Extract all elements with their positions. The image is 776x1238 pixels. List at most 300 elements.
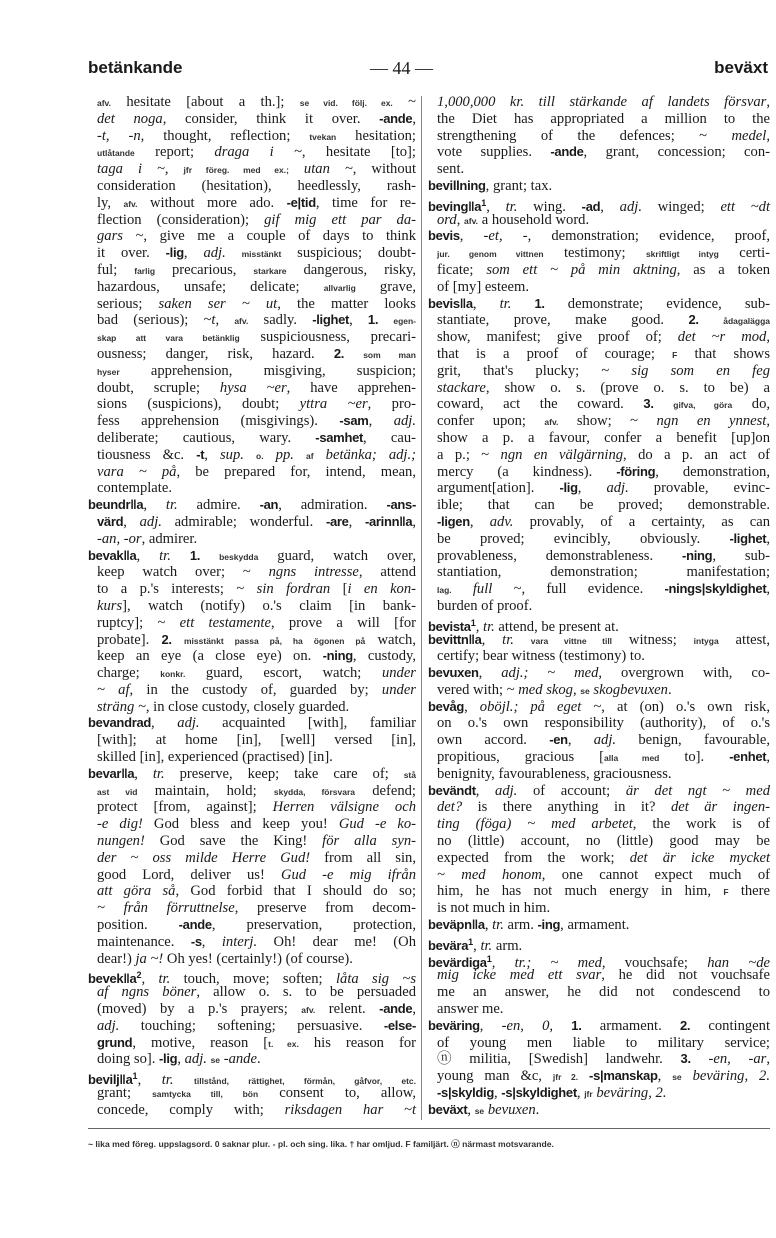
entry-line <box>88 161 416 178</box>
italic-text: oböjl.; på eget ~ <box>479 698 602 715</box>
text: provable, evinc- <box>628 480 771 497</box>
text: on o.'s own responsibility (authority), of o.'s <box>437 715 770 732</box>
text: skilled [in], experienced (practised) [in]. <box>97 749 333 766</box>
small-label: F <box>672 349 678 360</box>
entry-line <box>88 682 416 699</box>
text: , <box>657 1068 673 1085</box>
text: that shows <box>677 345 770 362</box>
headword: bevuxen <box>428 665 479 681</box>
headword: beundr‖a <box>88 497 144 513</box>
text: , grant; tax. <box>485 177 553 194</box>
headword: -are <box>325 513 349 529</box>
text: . <box>535 1101 540 1118</box>
text: , pro- <box>367 396 416 413</box>
italic-text: 1,000,000 kr. till stärkande af landets försvar <box>437 94 767 110</box>
text: , full evidence. <box>521 581 665 598</box>
small-label: afv. <box>544 417 559 428</box>
small-label: se <box>672 1072 682 1083</box>
italic-text: sup. <box>220 446 244 463</box>
text <box>244 447 256 463</box>
italic-text: betänka; adj.; <box>325 446 416 463</box>
text: ⓝ militia, [Swedish] landwehr. <box>437 1051 681 1068</box>
headword: 1. <box>367 312 379 328</box>
headword: bevak‖a <box>88 547 137 563</box>
italic-text: -an, -or <box>97 530 142 547</box>
text: of account; <box>517 782 626 799</box>
entry-line <box>428 564 770 581</box>
entry-start-line <box>88 497 416 514</box>
headword: -s|manskap <box>589 1068 658 1084</box>
entry-start-line <box>88 1068 416 1089</box>
text <box>378 312 393 328</box>
text: expected from the work; <box>437 849 630 866</box>
text: sadly. <box>248 312 313 329</box>
text: him, he has not much energy in him, <box>437 883 724 900</box>
entry-line <box>88 228 416 245</box>
entry-line <box>88 296 416 313</box>
italic-text: ~ med honom <box>437 866 542 883</box>
italic-text: adv. <box>489 513 514 530</box>
text: stantiation, demonstration; manifestation; <box>437 564 770 581</box>
text: , <box>467 1101 475 1118</box>
small-label: stå <box>403 769 416 780</box>
entry-start-line <box>428 1018 770 1035</box>
text: , motive, reason [ <box>132 1034 269 1051</box>
italic-text: i en kon- <box>347 581 416 598</box>
text: fess apprehension (misgivings). <box>97 413 340 430</box>
italic-text: det är ingen- <box>670 799 770 816</box>
italic-text: adj. <box>619 198 642 215</box>
text: , <box>491 954 515 971</box>
italic-text: pp. <box>275 446 294 463</box>
entry-start-line <box>88 967 416 988</box>
text: , demonstration, <box>655 463 770 480</box>
headword: -lig <box>559 480 578 496</box>
headword: 2. <box>333 345 345 361</box>
text: stantiate, prove, make good. <box>437 312 689 329</box>
small-label: samtycka till, bön <box>152 1089 259 1100</box>
small-label: ast vid <box>97 786 138 797</box>
text <box>264 447 276 463</box>
headword: 2. <box>161 631 172 647</box>
entry-line <box>88 279 416 296</box>
text: , as a token <box>676 261 771 278</box>
entry-line <box>428 447 770 464</box>
entry-line <box>428 480 770 497</box>
entry-line <box>88 917 416 934</box>
text: , <box>141 971 159 988</box>
text: , prove a will [for <box>270 614 416 631</box>
headword: -ad <box>581 198 601 214</box>
italic-text: riksdagen har ~t <box>284 1101 417 1118</box>
italic-text: tr. <box>502 631 514 648</box>
italic-text: han ~de <box>707 954 770 971</box>
text: , <box>204 446 220 463</box>
homograph-number: 1 <box>481 197 487 208</box>
headword: -en <box>549 732 568 748</box>
small-label: misstänkt <box>241 249 282 260</box>
text <box>514 632 531 648</box>
italic-text: adj. <box>606 480 629 497</box>
text: , have apprehen- <box>286 379 416 396</box>
text: , custody, <box>352 648 416 665</box>
entry-line <box>428 497 770 514</box>
text: . <box>256 1051 261 1068</box>
entry-line <box>428 413 770 430</box>
italic-text: tr. <box>505 198 518 215</box>
entry-line <box>88 531 416 548</box>
entry-line <box>428 1068 770 1085</box>
small-label: F <box>723 887 729 898</box>
text: tiousness &c. <box>97 446 197 463</box>
text: , <box>469 513 490 530</box>
italic-text: adj. <box>177 715 200 732</box>
text: keep watch over; ~ <box>97 564 269 581</box>
italic-text: medel <box>731 127 767 144</box>
text: , the matter looks <box>277 295 416 312</box>
text: , he did not vouchsafe <box>601 967 770 984</box>
text: , <box>481 631 503 648</box>
text: coward, act the coward. <box>437 396 644 413</box>
entry-line <box>88 799 416 816</box>
text: , <box>177 1051 185 1068</box>
entry-line <box>428 514 770 531</box>
italic-text: tr. <box>152 765 165 782</box>
text: , <box>464 698 480 715</box>
small-label: egen- <box>393 316 417 327</box>
text: wing. <box>517 198 582 215</box>
headword: -ans- <box>386 497 417 513</box>
text: ruptcy]; ~ <box>97 614 180 631</box>
text: , thought, reflection; <box>140 127 310 144</box>
small-label: konkr. <box>160 669 186 680</box>
italic-text: adj. <box>97 1017 120 1034</box>
text <box>654 396 674 412</box>
entry-line <box>88 1085 416 1102</box>
headword: -s <box>190 933 202 949</box>
italic-text: att göra så <box>97 883 176 900</box>
text: it over. <box>97 245 166 262</box>
small-label: vara vittne till <box>530 635 613 646</box>
headword: -ning <box>322 648 353 664</box>
text: hesitation; <box>336 127 416 144</box>
italic-text: skogbevuxen <box>593 681 668 698</box>
text: ficate; <box>437 261 487 278</box>
text: hesitate [about a th.]; <box>111 94 300 110</box>
small-label: intyga <box>693 635 719 646</box>
entry-line <box>88 1051 416 1068</box>
headword: bevista <box>428 618 471 634</box>
headword: -ande <box>178 917 212 933</box>
entry-line <box>88 178 416 195</box>
text <box>691 1051 709 1067</box>
small-label: se vid. följ. ex. <box>299 98 393 108</box>
text: , do a p. an act of <box>623 446 770 463</box>
italic-text: adj. <box>139 513 162 530</box>
italic-text: adj. <box>593 732 617 749</box>
small-label: se <box>580 685 590 696</box>
text: , give me a couple of days to think <box>143 228 416 245</box>
text: , the work is of <box>632 816 770 833</box>
text: answer me. <box>437 1001 504 1018</box>
italic-text: beväring, 2. <box>692 1068 770 1085</box>
entry-line <box>428 732 770 749</box>
text: relent. <box>315 1001 380 1018</box>
text: probate]. <box>97 631 162 648</box>
entry-line <box>428 1035 770 1052</box>
headword: beväring <box>428 1017 480 1033</box>
headword: bevilj‖a <box>88 1072 133 1088</box>
italic-text: adj. <box>203 245 226 262</box>
text: concede, comply with; <box>97 1101 285 1118</box>
text: show; ~ <box>558 413 657 430</box>
entry-line <box>428 799 770 816</box>
text: witness; <box>612 631 694 648</box>
entry-line <box>88 111 416 128</box>
text: testimony; <box>543 245 646 262</box>
text: the Diet has appropriated a million to the <box>437 110 770 127</box>
headword: -e|tid <box>286 194 316 210</box>
headword: -lig <box>165 245 184 261</box>
small-label: lag. <box>437 585 452 596</box>
entry-line <box>428 1001 770 1018</box>
italic-text: ~t <box>203 312 216 329</box>
italic-text: bevuxen <box>487 1101 536 1118</box>
headword: -ning <box>682 547 713 563</box>
text: certify; bear witness (testimony) to. <box>437 648 645 665</box>
entry-line <box>428 967 770 984</box>
entry-start-line <box>428 783 770 800</box>
entry-line <box>88 665 416 682</box>
entry-line <box>428 648 770 665</box>
small-label: gifva, göra <box>673 400 733 411</box>
text: , <box>137 1072 162 1089</box>
entry-line <box>428 715 770 732</box>
text: vered with; ~ <box>437 681 519 698</box>
text: there <box>728 883 770 900</box>
italic-text: tr.; ~ med <box>514 954 602 971</box>
italic-text: adj. <box>184 1051 207 1068</box>
text: maintain, hold; <box>137 782 274 799</box>
italic-text: hysa ~er <box>219 379 287 396</box>
text: provableness, demonstrableness. <box>437 547 683 564</box>
text: God bless and keep you! <box>142 816 339 833</box>
entry-line <box>428 396 770 413</box>
entry-line <box>88 564 416 581</box>
italic-text: Herren välsigne och <box>272 799 416 816</box>
entry-line <box>428 548 770 565</box>
italic-text: det ~r mod <box>677 329 767 346</box>
italic-text: stackare <box>437 379 486 396</box>
text: vote supplies. <box>437 144 551 161</box>
entry-line <box>88 430 416 447</box>
italic-text: ngn en välgärning <box>500 446 624 463</box>
entry-line <box>428 749 770 766</box>
entry-line <box>88 363 416 380</box>
entry-line <box>88 984 416 1001</box>
italic-text: det? <box>437 799 463 816</box>
entry-line <box>88 934 416 951</box>
text: , consider, think it over. <box>162 110 380 127</box>
text: sions (suspicions), doubt; <box>97 396 300 413</box>
text: be proved; evincibly, obviously. <box>437 530 730 547</box>
text: , <box>577 480 607 497</box>
small-label: jfr <box>584 1089 593 1100</box>
text: to a p.'s interests; ~ <box>97 581 257 598</box>
small-label: utlåtande <box>97 148 135 159</box>
italic-text: låta sig ~s <box>335 971 416 988</box>
text: , <box>766 1051 770 1068</box>
text: , attend <box>358 564 416 581</box>
entry-line <box>88 833 416 850</box>
text <box>294 447 306 463</box>
text: charge; <box>97 665 161 682</box>
right-column <box>428 94 770 1119</box>
entry-start-line <box>428 951 770 971</box>
text: guard, escort, watch; <box>185 665 382 682</box>
homograph-number: 1 <box>470 617 476 628</box>
text: apprehension, misgiving, suspicion; <box>119 362 416 379</box>
headword: -arinn‖a <box>364 513 413 529</box>
headword: bevändt <box>428 782 476 798</box>
small-label: skydda, försvara <box>273 786 355 797</box>
text: , <box>349 312 368 329</box>
text: grit, that's plucky; ~ <box>437 362 632 379</box>
text: ful; <box>97 261 135 278</box>
entry-line <box>428 581 770 598</box>
entry-start-line <box>88 715 416 732</box>
italic-text: tr. <box>492 917 504 934</box>
text: good Lord, deliver us! <box>97 866 281 883</box>
entry-line <box>88 632 416 649</box>
entry-line <box>88 262 416 279</box>
headword: bevillning <box>428 177 486 193</box>
italic-text: -ande <box>223 1051 257 1068</box>
text: of young men liable to military service; <box>437 1034 770 1051</box>
text: protect [from, against]; <box>97 799 273 816</box>
text: , <box>183 245 204 262</box>
text: dear!) <box>97 950 136 967</box>
text: , demonstration; evidence, proof, <box>527 228 770 245</box>
entry-line <box>88 850 416 867</box>
text: , armament. <box>560 917 630 934</box>
text: , <box>478 665 502 682</box>
homograph-number: 1 <box>468 936 474 947</box>
text: , <box>412 513 417 530</box>
italic-text: kurs <box>97 597 123 614</box>
text: armament. <box>581 1017 680 1034</box>
headword: 3. <box>680 1051 691 1067</box>
entry-line <box>428 363 770 380</box>
entry-start-line <box>428 665 770 682</box>
entry-line <box>428 262 770 279</box>
headword: 1. <box>189 547 201 563</box>
entry-line <box>428 531 770 548</box>
text: mercy (a kindness). <box>437 463 617 480</box>
text: , <box>576 1085 585 1102</box>
small-label: se <box>474 1105 485 1116</box>
entry-start-line <box>428 615 770 635</box>
italic-text: sin fordran <box>256 581 331 598</box>
entry-line <box>428 598 770 615</box>
entry-line <box>88 1102 416 1119</box>
italic-text: gars ~ <box>97 228 144 245</box>
text: a p.; ~ <box>437 446 501 463</box>
entry-line <box>428 1085 770 1102</box>
text: no (little) account, no (little) good may be <box>437 833 770 850</box>
text <box>578 1068 589 1084</box>
entry-line <box>88 128 416 145</box>
headword: -samhet <box>315 429 364 445</box>
italic-text: tr. <box>499 295 512 312</box>
entry-start-line <box>428 178 770 195</box>
entry-line <box>428 312 770 329</box>
italic-text: ngn en ynnest <box>656 413 767 430</box>
text: arm. <box>503 917 538 934</box>
text <box>682 1068 693 1084</box>
text: doubt, scruple; <box>97 379 220 396</box>
column-divider <box>421 96 422 1120</box>
text: , <box>412 110 416 127</box>
italic-text: tr. <box>165 497 178 514</box>
text: serious; <box>97 295 159 312</box>
text: , <box>348 513 365 530</box>
entry-line <box>88 413 416 430</box>
text: grant; <box>97 1085 153 1102</box>
italic-text: utan ~ <box>303 161 353 178</box>
text: , <box>412 1001 416 1018</box>
italic-text: tr. <box>480 937 493 954</box>
italic-text: det noga <box>97 110 163 127</box>
italic-text: ~ af <box>97 681 130 698</box>
entry-line <box>88 581 416 598</box>
text: is there anything in it? <box>462 799 671 816</box>
entry-line <box>88 144 416 161</box>
text: touch, move; soften; <box>170 971 336 988</box>
entry-line <box>88 312 416 329</box>
text: , time for re- <box>315 194 416 211</box>
entry-line <box>88 867 416 884</box>
entry-line <box>88 1001 416 1018</box>
text: suspiciousness, precari- <box>239 329 416 346</box>
entry-line <box>428 682 770 699</box>
text: , <box>472 295 500 312</box>
entry-line <box>88 380 416 397</box>
entry-start-line <box>88 766 416 783</box>
text: , preservation, protection, <box>211 917 416 934</box>
entry-line <box>428 380 770 397</box>
small-label: afv. <box>464 215 479 226</box>
small-label: tvekan <box>309 131 337 142</box>
italic-text: för alla syn- <box>322 833 416 850</box>
italic-text: -en, -ar <box>708 1051 767 1068</box>
headword: -nings|skyldighet <box>664 581 767 597</box>
text: Oh! dear me! (Oh <box>257 933 416 950</box>
text: , allow o. s. to be persuaded <box>196 984 416 1001</box>
headword: -sam <box>339 413 369 429</box>
text: without more ado. <box>137 194 287 211</box>
text: , <box>136 547 160 564</box>
text: , in the custody of, guarded by; <box>129 681 382 698</box>
small-label: som man <box>363 349 416 360</box>
entry-line <box>88 732 416 749</box>
text: that is a proof of courage; <box>437 345 673 362</box>
text: , <box>766 581 770 598</box>
text <box>200 548 219 564</box>
italic-text: der ~ oss milde Herre Gud! <box>97 849 311 866</box>
text: consideration (hesitation), heedlessly, rash- <box>97 177 416 194</box>
headword: -ande <box>379 110 413 126</box>
